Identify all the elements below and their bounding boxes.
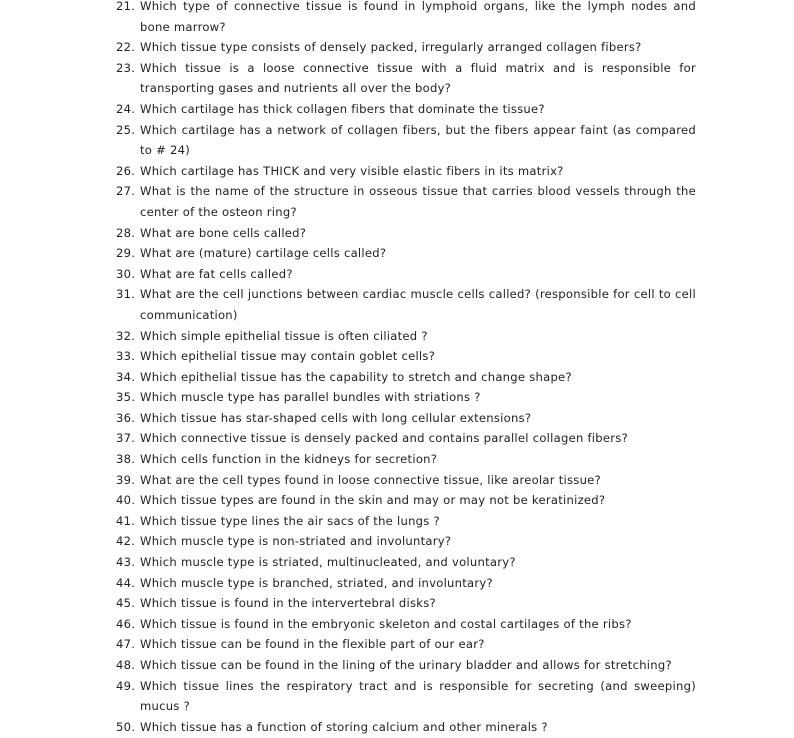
question-text: Which muscle type has parallel bundles with striations ? [140, 390, 481, 405]
question-number: 42. [116, 534, 136, 549]
question-item [116, 490, 696, 511]
question-number: 30. [116, 266, 136, 281]
question-number: 34. [116, 369, 136, 384]
question-item [116, 511, 696, 532]
question-item [116, 408, 696, 429]
question-number: 50. [116, 719, 136, 734]
question-text: Which tissue can be found in the lining of the urinary bladder and allows for stretching? [140, 658, 672, 672]
question-item [116, 243, 696, 264]
question-number: 48. [116, 658, 136, 672]
question-list [116, 0, 696, 737]
question-text: Which tissue is found in the embryonic skeleton and costal cartilages of the ribs? [140, 616, 632, 631]
question-item [116, 326, 696, 347]
question-item [116, 284, 696, 325]
question-text: Which cartilage has a network of collagen fibers, but the fibers appear faint (as compared to # 24) [140, 122, 696, 158]
question-number: 49. [116, 678, 136, 693]
question-text: Which epithelial tissue has the capability to stretch and change shape? [140, 369, 572, 384]
question-item [116, 181, 696, 222]
question-item [116, 428, 696, 449]
question-text: Which tissue has star-shaped cells with long cellular extensions? [140, 410, 532, 425]
question-item [116, 717, 696, 738]
question-number: 39. [116, 472, 136, 487]
question-number: 40. [116, 493, 136, 508]
question-item [116, 387, 696, 408]
question-number: 41. [116, 513, 136, 528]
question-text: Which type of connective tissue is found in lymphoid organs, like the lymph nodes and bone marrow? [140, 0, 696, 34]
question-item [116, 264, 696, 285]
question-number: 29. [116, 246, 136, 261]
question-item [116, 655, 696, 676]
question-item [116, 58, 696, 99]
question-item [116, 37, 696, 58]
question-number: 22. [116, 40, 136, 55]
question-number: 38. [116, 452, 136, 467]
question-item [116, 223, 696, 244]
question-number: 21. [116, 0, 136, 13]
question-item [116, 0, 696, 37]
question-number: 25. [116, 122, 136, 137]
question-text: Which tissue can be found in the flexible part of our ear? [140, 637, 485, 652]
question-text: Which muscle type is branched, striated, and involuntary? [140, 575, 493, 590]
question-number: 47. [116, 637, 136, 652]
question-number: 26. [116, 163, 136, 178]
question-text: Which tissue type lines the air sacs of the lungs ? [140, 513, 440, 528]
question-text: What are bone cells called? [140, 225, 307, 240]
question-item [116, 470, 696, 491]
question-number: 28. [116, 225, 136, 240]
question-number: 43. [116, 555, 136, 570]
question-text: Which tissue lines the respiratory tract and is responsible for secreting (and sweeping) mucus ? [140, 678, 696, 714]
question-text: Which cartilage has THICK and very visible elastic fibers in its matrix? [140, 163, 564, 178]
question-number: 36. [116, 410, 136, 425]
question-item [116, 449, 696, 470]
question-item [116, 346, 696, 367]
question-text: What are fat cells called? [140, 266, 293, 281]
question-text: What are the cell junctions between cardiac muscle cells called? (responsible for cell to cell communication) [140, 287, 696, 322]
question-item [116, 531, 696, 552]
question-item [116, 573, 696, 594]
question-number: 23. [116, 60, 136, 75]
question-text: What are (mature) cartilage cells called? [140, 246, 387, 261]
question-text: Which simple epithelial tissue is often ciliated ? [140, 328, 428, 343]
question-item [116, 161, 696, 182]
question-number: 37. [116, 431, 136, 446]
question-text: Which epithelial tissue may contain goblet cells? [140, 349, 436, 364]
question-number: 32. [116, 328, 136, 343]
question-text: Which cartilage has thick collagen fibers that dominate the tissue? [140, 101, 545, 116]
question-text: Which tissue types are found in the skin and may or may not be keratinized? [140, 493, 606, 508]
question-number: 24. [116, 101, 136, 116]
question-text: Which muscle type is non-striated and involuntary? [140, 534, 452, 549]
question-item [116, 593, 696, 614]
question-text: What is the name of the structure in osseous tissue that carries blood vessels through the center of the osteon ring? [140, 184, 696, 219]
question-number: 33. [116, 349, 136, 364]
question-number: 44. [116, 575, 136, 590]
question-number: 46. [116, 616, 136, 631]
question-text: Which tissue type consists of densely packed, irregularly arranged collagen fibers? [140, 40, 642, 55]
question-text: Which muscle type is striated, multinucleated, and voluntary? [140, 555, 516, 570]
question-number: 45. [116, 596, 136, 611]
question-item [116, 120, 696, 161]
question-item [116, 367, 696, 388]
question-text: What are the cell types found in loose connective tissue, like areolar tissue? [140, 472, 601, 487]
question-text: Which tissue has a function of storing calcium and other minerals ? [140, 719, 548, 734]
question-number: 31. [116, 287, 136, 302]
question-text: Which cells function in the kidneys for secretion? [140, 452, 438, 467]
question-item [116, 634, 696, 655]
question-item [116, 99, 696, 120]
question-item [116, 614, 696, 635]
question-item [116, 676, 696, 717]
question-text: Which tissue is found in the intervertebral disks? [140, 596, 436, 611]
question-number: 27. [116, 184, 136, 199]
question-text: Which connective tissue is densely packed and contains parallel collagen fibers? [140, 431, 628, 446]
question-item [116, 552, 696, 573]
question-text: Which tissue is a loose connective tissue with a fluid matrix and is responsible for transporting gases and nutrients all over the body? [140, 60, 696, 96]
question-number: 35. [116, 390, 136, 405]
